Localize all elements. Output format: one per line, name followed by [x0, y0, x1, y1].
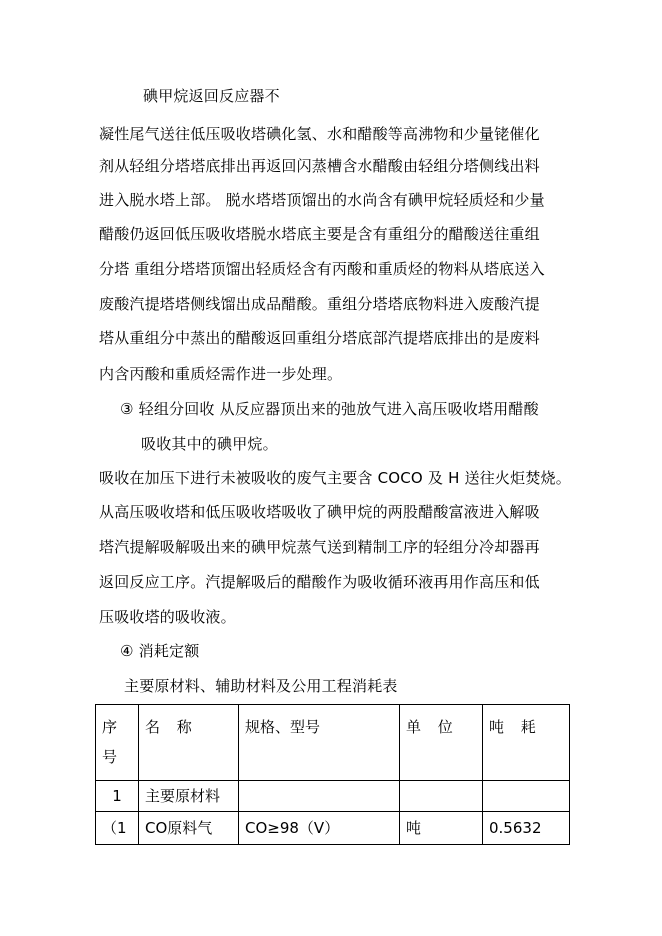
text-line-6: 分塔 重组分塔塔顶馏出轻质烃含有丙酸和重质烃的物料从塔底送入 — [99, 260, 545, 278]
header-seq-line-1: 序 — [102, 718, 118, 736]
text-line-3: 剂从轻组分塔塔底排出再返回闪蒸槽含水醋酸由轻组分塔侧线出料 — [99, 157, 540, 175]
header-consumption-label: 吨 耗 — [489, 718, 542, 736]
table-row — [96, 812, 570, 845]
header-seq — [96, 705, 139, 781]
cell-name: CO原料气 — [139, 812, 239, 845]
text-line-9: 内含丙酸和重质烃需作进一步处理。 — [99, 365, 343, 383]
consumption-table — [95, 704, 570, 845]
cell-spec — [239, 781, 400, 812]
cell-consumption: 0.5632 — [483, 812, 570, 845]
text-line-16: 压吸收塔的吸收液。 — [99, 608, 236, 626]
text-line-1: 碘甲烷返回反应器不 — [143, 87, 280, 105]
header-unit — [400, 705, 483, 781]
text-line-15: 返回反应工序。汽提解吸后的醋酸作为吸收循环液再用作高压和低 — [99, 573, 540, 591]
header-spec — [239, 705, 400, 781]
cell-seq: 1 — [96, 781, 139, 812]
cell-spec: CO≥98（V） — [239, 812, 400, 845]
cell-unit — [400, 781, 483, 812]
header-name — [139, 705, 239, 781]
cell-name: 主要原材料 — [139, 781, 239, 812]
text-line-12: 吸收在加压下进行未被吸收的废气主要含 COCO 及 H 送往火炬焚烧。 — [99, 469, 571, 487]
cell-seq: （1 — [96, 812, 139, 845]
cell-consumption — [483, 781, 570, 812]
text-line-10: ③ 轻组分回收 从反应器顶出来的弛放气进入高压吸收塔用醋酸 — [120, 400, 539, 418]
table-header-row — [96, 705, 570, 781]
header-consumption — [483, 705, 570, 781]
text-line-2: 凝性尾气送往低压吸收塔碘化氢、水和醋酸等高沸物和少量铑催化 — [99, 125, 540, 143]
text-line-17: ④ 消耗定额 — [120, 642, 200, 660]
header-name-label: 名 称 — [145, 718, 198, 736]
text-line-14: 塔汽提解吸解吸出来的碘甲烷蒸气送到精制工序的轻组分冷却器再 — [99, 538, 540, 556]
text-line-13: 从高压吸收塔和低压吸收塔吸收了碘甲烷的两股醋酸富液进入解吸 — [99, 503, 540, 521]
header-seq-line-2: 号 — [102, 748, 118, 766]
text-line-8: 塔从重组分中蒸出的醋酸返回重组分塔底部汽提塔底排出的是废料 — [99, 329, 540, 347]
table-caption: 主要原材料、辅助材料及公用工程消耗表 — [124, 677, 398, 695]
table-row — [96, 781, 570, 812]
text-line-11: 吸收其中的碘甲烷。 — [141, 435, 278, 453]
text-line-4: 进入脱水塔上部。 脱水塔塔顶馏出的水尚含有碘甲烷轻质烃和少量 — [99, 191, 545, 209]
header-spec-label: 规格、型号 — [245, 718, 321, 736]
text-line-7: 废酸汽提塔塔侧线馏出成品醋酸。重组分塔塔底物料进入废酸汽提 — [99, 295, 540, 313]
header-unit-label: 单 位 — [406, 718, 459, 736]
cell-unit: 吨 — [400, 812, 483, 845]
text-line-5: 醋酸仍返回低压吸收塔脱水塔底主要是含有重组分的醋酸送往重组 — [99, 225, 540, 243]
